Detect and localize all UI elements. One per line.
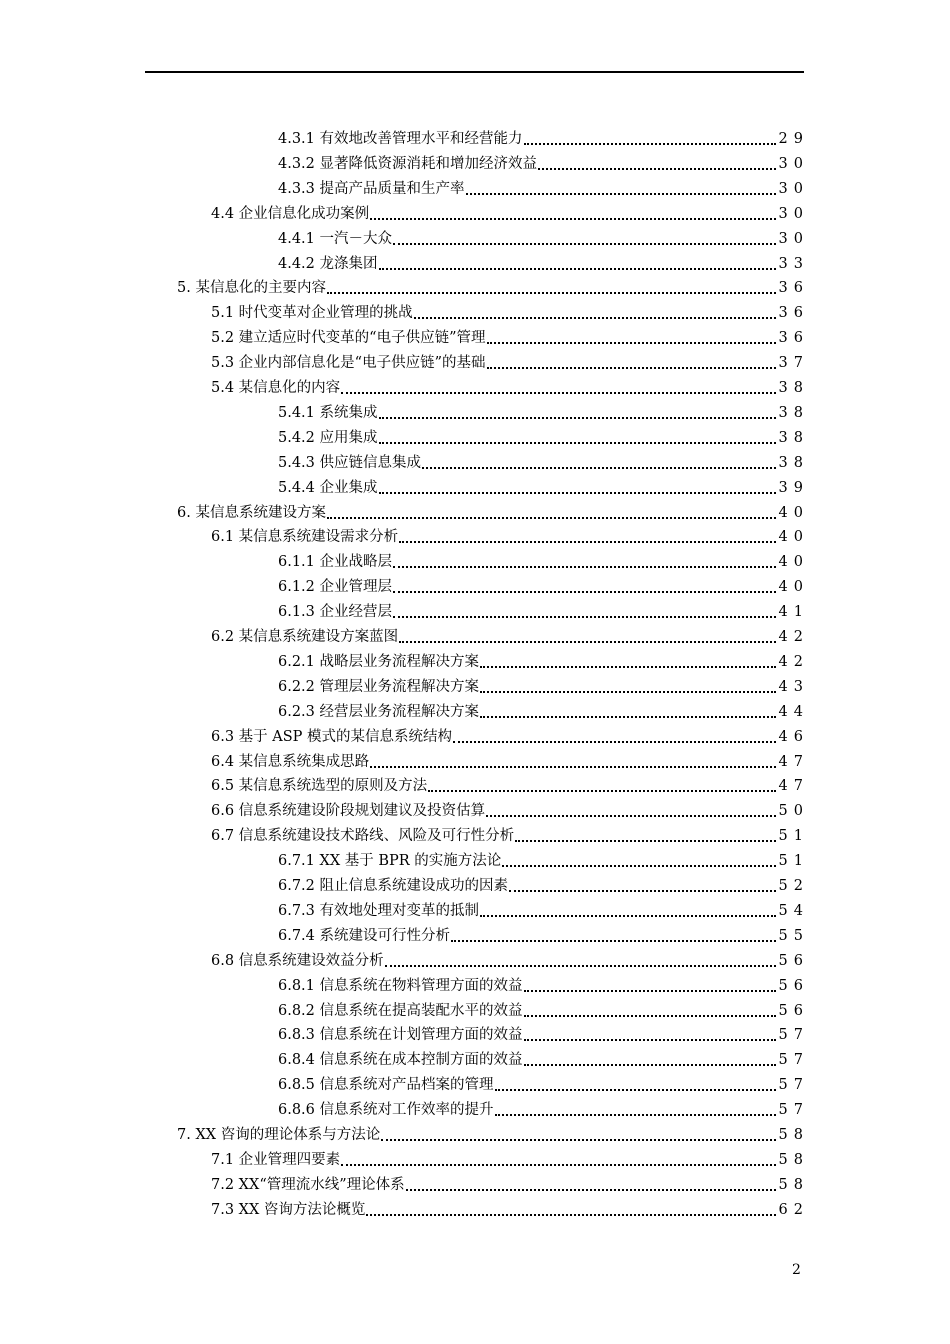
- toc-entry-title: 6.3 基于 ASP 模式的某信息系统结构: [211, 729, 453, 745]
- toc-entry[interactable]: [278, 398, 809, 422]
- toc-entry[interactable]: [278, 547, 809, 571]
- toc-entry-title: 6.7.3 有效地处理对变革的抵制: [278, 903, 480, 919]
- toc-entry[interactable]: [278, 224, 809, 248]
- toc-entry-title: 6.7 信息系统建设技术路线、风险及可行性分析: [211, 828, 515, 844]
- toc-entry-title: 5.2 建立适应时代变革的“电子供应链”管理: [211, 330, 486, 346]
- toc-entry-title: 5.1 时代变革对企业管理的挑战: [211, 305, 413, 321]
- toc-entry-page: 56: [778, 978, 809, 994]
- toc-entry-title: 4.4.2 龙涤集团: [278, 256, 378, 272]
- toc-entry-page: 57: [778, 1077, 809, 1093]
- toc-dot-leader: [379, 492, 776, 494]
- toc-entry-page: 36: [778, 280, 809, 296]
- toc-entry[interactable]: [211, 946, 809, 970]
- toc-entry-page: 47: [778, 778, 809, 794]
- toc-dot-leader: [327, 517, 776, 519]
- toc-entry-page: 62: [778, 1202, 809, 1218]
- toc-entry[interactable]: [211, 747, 809, 771]
- toc-entry-title: 6.7.4 系统建设可行性分析: [278, 928, 451, 944]
- toc-dot-leader: [487, 342, 776, 344]
- toc-entry[interactable]: [278, 572, 809, 596]
- toc-entry-title: 5.4.2 应用集成: [278, 430, 378, 446]
- toc-entry[interactable]: [278, 647, 809, 671]
- toc-entry[interactable]: [211, 1195, 809, 1219]
- toc-dot-leader: [341, 1164, 775, 1166]
- toc-dot-leader: [524, 990, 776, 992]
- toc-entry-title: 5.4.4 企业集成: [278, 480, 378, 496]
- toc-dot-leader: [524, 1015, 776, 1017]
- toc-entry-title: 5.3 企业内部信息化是“电子供应链”的基础: [211, 355, 486, 371]
- toc-entry[interactable]: [177, 498, 809, 522]
- toc-entry[interactable]: [211, 348, 809, 372]
- toc-entry-title: 5.4.3 供应链信息集成: [278, 455, 422, 471]
- toc-dot-leader: [486, 815, 775, 817]
- toc-entry[interactable]: [278, 896, 809, 920]
- toc-entry-page: 58: [778, 1127, 809, 1143]
- toc-dot-leader: [487, 367, 776, 369]
- toc-dot-leader: [509, 890, 776, 892]
- toc-dot-leader: [414, 317, 776, 319]
- toc-entry-title: 6.1.3 企业经营层: [278, 604, 393, 620]
- toc-dot-leader: [393, 243, 776, 245]
- toc-entry-page: 58: [778, 1177, 809, 1193]
- toc-dot-leader: [370, 218, 775, 220]
- toc-dot-leader: [406, 1189, 776, 1191]
- toc-entry-page: 36: [778, 330, 809, 346]
- toc-entry[interactable]: [278, 448, 809, 472]
- toc-entry[interactable]: [211, 373, 809, 397]
- toc-entry-page: 56: [778, 1003, 809, 1019]
- toc-entry-title: 6.8.5 信息系统对产品档案的管理: [278, 1077, 494, 1093]
- toc-entry-page: 55: [778, 928, 809, 944]
- toc-entry[interactable]: [177, 1120, 809, 1144]
- toc-entry-page: 57: [778, 1027, 809, 1043]
- toc-dot-leader: [428, 790, 775, 792]
- toc-entry-page: 52: [778, 878, 809, 894]
- toc-dot-leader: [370, 766, 775, 768]
- toc-entry[interactable]: [211, 1145, 809, 1169]
- toc-entry[interactable]: [177, 273, 809, 297]
- toc-dot-leader: [480, 666, 776, 668]
- toc-entry[interactable]: [211, 622, 809, 646]
- toc-entry[interactable]: [278, 697, 809, 721]
- toc-entry[interactable]: [278, 1070, 809, 1094]
- toc-entry-page: 58: [778, 1152, 809, 1168]
- toc-dot-leader: [515, 840, 775, 842]
- toc-entry-title: 6.2.2 管理层业务流程解决方案: [278, 679, 480, 695]
- toc-entry[interactable]: [278, 996, 809, 1020]
- toc-entry[interactable]: [278, 597, 809, 621]
- toc-entry-title: 4.4.1 一汽－大众: [278, 231, 393, 247]
- toc-entry[interactable]: [211, 821, 809, 845]
- toc-dot-leader: [399, 641, 775, 643]
- toc-dot-leader: [502, 865, 775, 867]
- toc-entry[interactable]: [211, 323, 809, 347]
- toc-dot-leader: [480, 691, 776, 693]
- toc-entry-page: 41: [778, 604, 809, 620]
- toc-entry-title: 6.8.3 信息系统在计划管理方面的效益: [278, 1027, 523, 1043]
- toc-entry-title: 6. 某信息系统建设方案: [177, 505, 326, 521]
- toc-entry-title: 6.8.6 信息系统对工作效率的提升: [278, 1102, 494, 1118]
- toc-entry-page: 38: [778, 455, 809, 471]
- toc-entry-title: 6.2.1 战略层业务流程解决方案: [278, 654, 480, 670]
- toc-entry[interactable]: [278, 124, 809, 148]
- toc-entry[interactable]: [278, 1095, 809, 1119]
- toc-dot-leader: [524, 1039, 776, 1041]
- toc-entry-title: 7. XX 咨询的理论体系与方法论: [177, 1127, 381, 1143]
- toc-entry[interactable]: [211, 771, 809, 795]
- toc-entry[interactable]: [278, 149, 809, 173]
- toc-entry-title: 4.3.2 显著降低资源消耗和增加经济效益: [278, 156, 538, 172]
- toc-entry[interactable]: [278, 921, 809, 945]
- toc-entry-page: 40: [778, 579, 809, 595]
- toc-entry[interactable]: [278, 1045, 809, 1069]
- toc-entry-page: 51: [778, 828, 809, 844]
- toc-dot-leader: [381, 1139, 775, 1141]
- toc-entry-title: 6.8.2 信息系统在提高装配水平的效益: [278, 1003, 523, 1019]
- toc-entry-page: 42: [778, 629, 809, 645]
- toc-entry[interactable]: [278, 672, 809, 696]
- toc-entry-page: 30: [778, 181, 809, 197]
- toc-entry[interactable]: [211, 298, 809, 322]
- toc-entry-page: 43: [778, 679, 809, 695]
- toc-dot-leader: [480, 915, 776, 917]
- toc-dot-leader: [422, 467, 776, 469]
- toc-entry-page: 36: [778, 305, 809, 321]
- toc-entry[interactable]: [278, 871, 809, 895]
- toc-dot-leader: [385, 965, 776, 967]
- toc-entry-page: 37: [778, 355, 809, 371]
- toc-entry-page: 47: [778, 754, 809, 770]
- toc-entry-page: 39: [778, 480, 809, 496]
- toc-entry-page: 51: [778, 853, 809, 869]
- toc-entry[interactable]: [211, 722, 809, 746]
- toc-entry-page: 30: [778, 156, 809, 172]
- toc-dot-leader: [495, 1114, 776, 1116]
- toc-entry[interactable]: [278, 1020, 809, 1044]
- toc-dot-leader: [495, 1089, 776, 1091]
- header-rule: [145, 71, 804, 73]
- toc-entry-title: 6.1.1 企业战略层: [278, 554, 393, 570]
- toc-entry-title: 6.5 某信息系统选型的原则及方法: [211, 778, 428, 794]
- toc-dot-leader: [466, 193, 776, 195]
- toc-entry-page: 46: [778, 729, 809, 745]
- toc-entry-title: 4.3.3 提高产品质量和生产率: [278, 181, 465, 197]
- toc-entry-page: 57: [778, 1052, 809, 1068]
- toc-entry[interactable]: [278, 423, 809, 447]
- toc-entry-title: 6.4 某信息系统集成思路: [211, 754, 370, 770]
- toc-entry-title: 6.2 某信息系统建设方案蓝图: [211, 629, 399, 645]
- toc-dot-leader: [451, 940, 776, 942]
- toc-entry[interactable]: [278, 249, 809, 273]
- toc-entry-page: 42: [778, 654, 809, 670]
- toc-entry-title: 6.2.3 经营层业务流程解决方案: [278, 704, 480, 720]
- toc-entry-page: 40: [778, 505, 809, 521]
- toc-entry[interactable]: [211, 796, 809, 820]
- toc-entry[interactable]: [278, 473, 809, 497]
- toc-entry[interactable]: [211, 1170, 809, 1194]
- toc-dot-leader: [379, 417, 776, 419]
- toc-entry[interactable]: [278, 846, 809, 870]
- toc-dot-leader: [341, 392, 775, 394]
- toc-entry-page: 44: [778, 704, 809, 720]
- toc-dot-leader: [379, 268, 776, 270]
- toc-entry-title: 6.1.2 企业管理层: [278, 579, 393, 595]
- toc-entry-page: 40: [778, 529, 809, 545]
- toc-entry-page: 29: [778, 131, 809, 147]
- toc-entry-title: 4.3.1 有效地改善管理水平和经营能力: [278, 131, 523, 147]
- toc-entry-page: 50: [778, 803, 809, 819]
- toc-dot-leader: [538, 168, 776, 170]
- toc-entry-title: 6.8.1 信息系统在物料管理方面的效益: [278, 978, 523, 994]
- toc-entry[interactable]: [211, 199, 809, 223]
- toc-entry-title: 6.7.2 阻止信息系统建设成功的因素: [278, 878, 509, 894]
- toc-entry-page: 30: [778, 206, 809, 222]
- toc-entry-title: 6.8.4 信息系统在成本控制方面的效益: [278, 1052, 523, 1068]
- toc-entry-page: 30: [778, 231, 809, 247]
- toc-dot-leader: [399, 541, 775, 543]
- toc-dot-leader: [379, 442, 776, 444]
- toc-entry-page: 38: [778, 430, 809, 446]
- toc-dot-leader: [524, 143, 776, 145]
- toc-dot-leader: [524, 1064, 776, 1066]
- toc-entry-title: 6.6 信息系统建设阶段规划建议及投资估算: [211, 803, 486, 819]
- toc-dot-leader: [480, 716, 776, 718]
- toc-entry-title: 6.7.1 XX 基于 BPR 的实施方法论: [278, 853, 502, 869]
- toc-entry-title: 5. 某信息化的主要内容: [177, 280, 326, 296]
- toc-dot-leader: [393, 591, 776, 593]
- toc-entry-title: 6.8 信息系统建设效益分析: [211, 953, 384, 969]
- toc-dot-leader: [393, 566, 776, 568]
- page-number: 2: [792, 1262, 801, 1278]
- toc-entry-title: 4.4 企业信息化成功案例: [211, 206, 370, 222]
- toc-entry[interactable]: [278, 971, 809, 995]
- toc-entry-page: 54: [778, 903, 809, 919]
- toc-entry-page: 57: [778, 1102, 809, 1118]
- toc-entry-page: 38: [778, 405, 809, 421]
- toc-entry-page: 33: [778, 256, 809, 272]
- toc-entry[interactable]: [278, 174, 809, 198]
- toc-dot-leader: [366, 1214, 775, 1216]
- toc-entry-title: 7.3 XX 咨询方法论概览: [211, 1202, 366, 1218]
- toc-entry-title: 5.4 某信息化的内容: [211, 380, 341, 396]
- toc-entry-page: 40: [778, 554, 809, 570]
- toc-entry[interactable]: [211, 522, 809, 546]
- toc-dot-leader: [453, 741, 775, 743]
- toc-entry-title: 7.1 企业管理四要素: [211, 1152, 341, 1168]
- toc-dot-leader: [393, 616, 776, 618]
- toc-entry-title: 5.4.1 系统集成: [278, 405, 378, 421]
- toc-entry-page: 56: [778, 953, 809, 969]
- toc-entry-title: 6.1 某信息系统建设需求分析: [211, 529, 399, 545]
- toc-entry-title: 7.2 XX“管理流水线”理论体系: [211, 1177, 405, 1193]
- toc-entry-page: 38: [778, 380, 809, 396]
- toc-dot-leader: [327, 292, 776, 294]
